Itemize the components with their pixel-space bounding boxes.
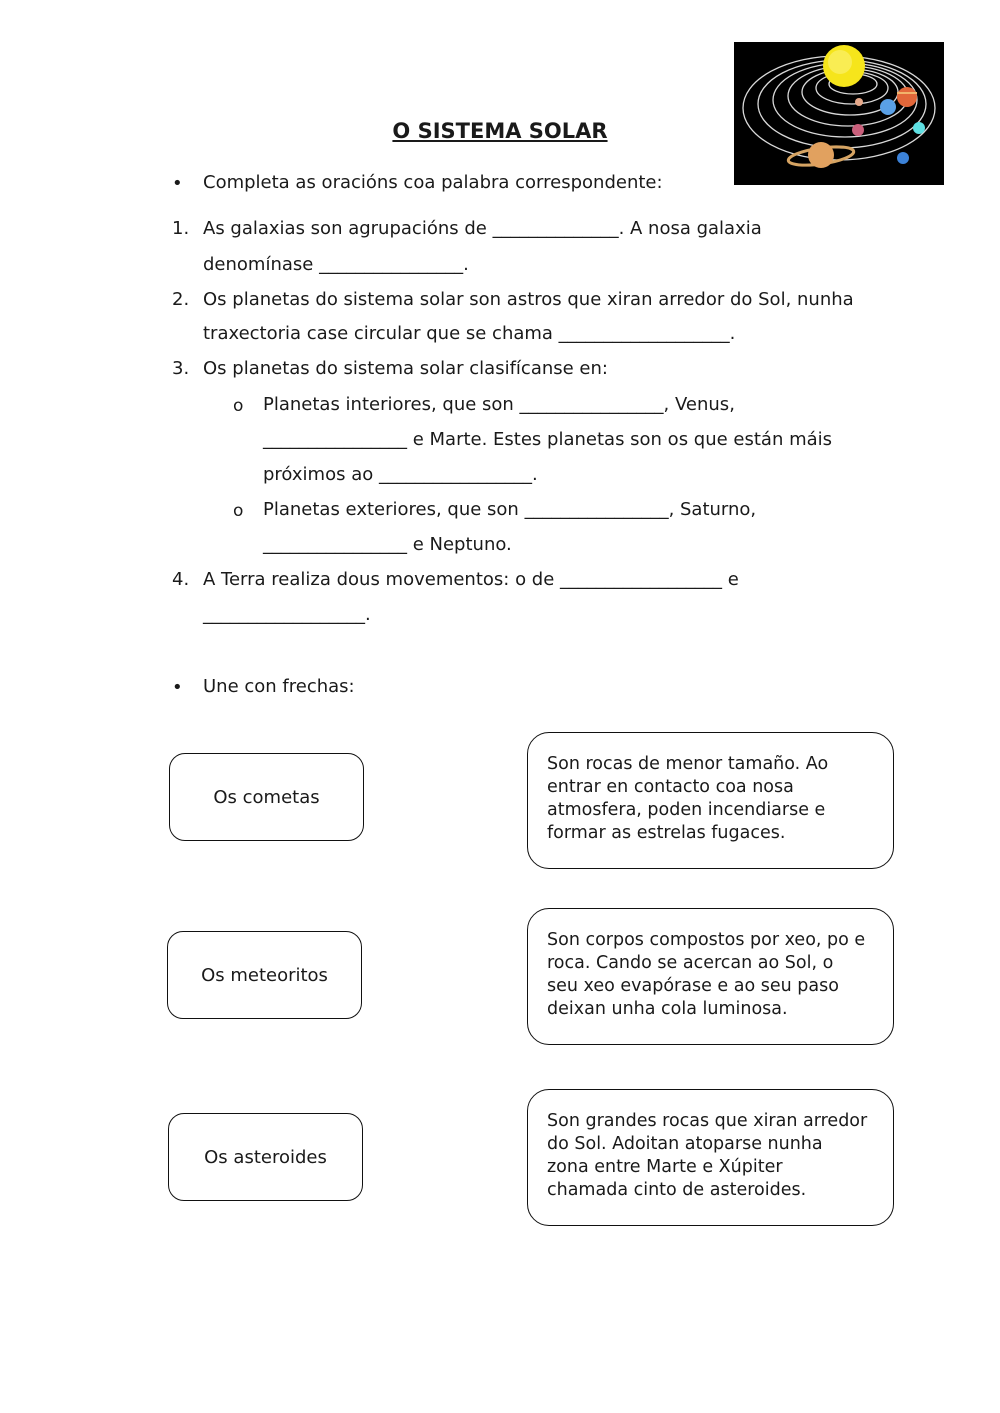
bullet-dot: • [172, 677, 183, 698]
definition-line: formar as estrelas fugaces. [547, 823, 786, 843]
match-left-label: Os meteoritos [201, 964, 328, 986]
definition-line: deixan unha cola luminosa. [547, 999, 788, 1019]
definition-line: zona entre Marte e Xúpiter [547, 1157, 783, 1177]
instruction-complete: Completa as oracións coa palabra correspondente: [203, 172, 663, 193]
item-number: 3. [172, 358, 190, 379]
item-2-line-1: Os planetas do sistema solar son astros que xiran arredor do Sol, nunha [203, 289, 854, 310]
match-left-label: Os asteroides [204, 1146, 327, 1168]
item-4-line-2: __________________. [203, 604, 371, 625]
definition-line: Son corpos compostos por xeo, po e [547, 930, 866, 950]
match-left-box[interactable] [167, 931, 362, 1019]
item-3-line-1: Os planetas do sistema solar clasifícanse en: [203, 358, 608, 379]
match-right-box[interactable] [527, 908, 894, 1045]
match-right-box[interactable] [527, 732, 894, 869]
definition-line: Son grandes rocas que xiran arredor [547, 1111, 868, 1131]
sub-1-line-1: Planetas interiores, que son ________________, Venus, [263, 394, 735, 415]
match-right-box[interactable] [527, 1089, 894, 1226]
sub-1-line-3: próximos ao _________________. [263, 464, 538, 485]
definition-line: Son rocas de menor tamaño. Ao [547, 754, 829, 774]
sub-2-line-1: Planetas exteriores, que son ________________, Saturno, [263, 499, 757, 520]
item-1-line-2: denomínase ________________. [203, 254, 469, 275]
solar-system-icon [734, 42, 944, 185]
instruction-match: Une con frechas: [203, 676, 355, 697]
definition-line: seu xeo evapórase e ao seu paso [547, 976, 839, 996]
item-number: 2. [172, 289, 190, 310]
item-number: 4. [172, 569, 190, 590]
definition-line: entrar en contacto coa nosa [547, 777, 794, 797]
match-left-box[interactable] [168, 1113, 363, 1201]
solar-system-image [734, 42, 944, 185]
match-left-box[interactable] [169, 753, 364, 841]
item-2-line-2: traxectoria case circular que se chama ___________________. [203, 323, 736, 344]
sub-marker: o [233, 396, 244, 416]
item-1-line-1: As galaxias son agrupacións de ______________. A nosa galaxia [203, 218, 762, 239]
definition-line: chamada cinto de asteroides. [547, 1180, 807, 1200]
item-4-line-1: A Terra realiza dous movementos: o de __________________ e [203, 569, 739, 590]
bullet-dot: • [172, 173, 183, 194]
definition-line: roca. Cando se acercan ao Sol, o [547, 953, 834, 973]
definition-line: do Sol. Adoitan atoparse nunha [547, 1134, 823, 1154]
item-number: 1. [172, 218, 190, 239]
page-title: O SISTEMA SOLAR [392, 119, 608, 143]
sub-1-line-2: ________________ e Marte. Estes planetas son os que están máis [263, 429, 833, 450]
sub-2-line-2: ________________ e Neptuno. [263, 534, 512, 555]
match-left-label: Os cometas [213, 786, 320, 808]
definition-line: atmosfera, poden incendiarse e [547, 800, 826, 820]
sub-marker: o [233, 501, 244, 521]
